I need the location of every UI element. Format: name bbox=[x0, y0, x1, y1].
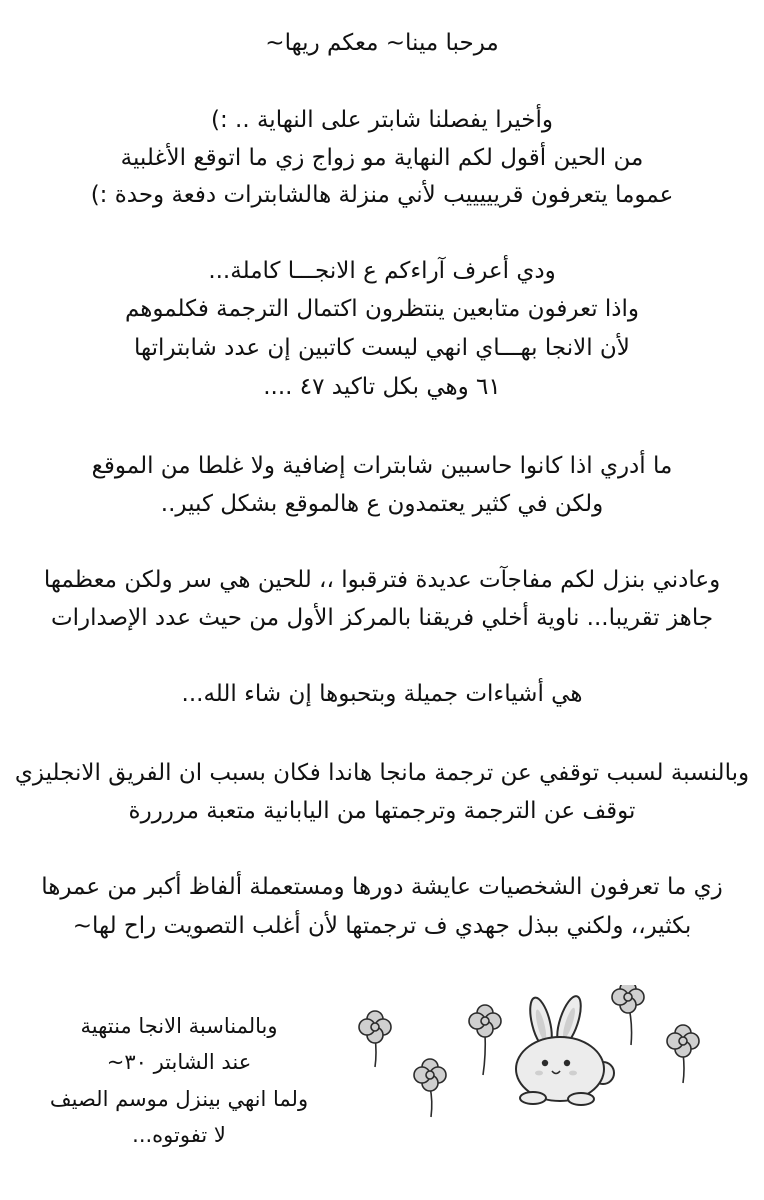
text-line: عموما يتعرفون قريييييب لأني منزلة هالشابترات دفعة وحدة :) bbox=[90, 182, 674, 208]
text-line: من الحين أقول لكم النهاية مو زواج زي ما اتوقع الأغلبية bbox=[120, 145, 644, 171]
bunny-icon bbox=[516, 993, 614, 1105]
closing-line: لا تفوتوه... bbox=[132, 1123, 226, 1147]
clover-icon bbox=[612, 985, 644, 1013]
clover-icon bbox=[414, 1059, 446, 1091]
clover-icon bbox=[667, 1025, 699, 1057]
text-line: زي ما تعرفون الشخصيات عايشة دورها ومستعملة ألفاظ أكبر من عمرها bbox=[41, 874, 723, 900]
closing-line: عند الشابتر ٣٠~ bbox=[106, 1050, 252, 1074]
closing-line: وبالمناسبة الانجا منتهية bbox=[80, 1014, 278, 1038]
clover-icon bbox=[359, 1011, 391, 1043]
text-line: وأخيرا يفصلنا شابتر على النهاية .. :) bbox=[211, 107, 553, 133]
bunny-clover-illustration bbox=[345, 985, 725, 1135]
text-line: بكثير،، ولكني ببذل جهدي ف ترجمتها لأن أغلب التصويت راح لها~ bbox=[72, 913, 692, 939]
text-line: واذا تعرفون متابعين ينتظرون اكتمال الترجمة فكلموهم bbox=[124, 296, 640, 322]
text-line: ٦١ وهي بكل تاكيد ٤٧ .... bbox=[263, 374, 501, 400]
closing-line: ولما انهي بينزل موسم الصيف bbox=[49, 1087, 309, 1111]
greeting-line: مرحبا مينا~ معكم ريها~ bbox=[265, 30, 499, 56]
text-line: ما أدري اذا كانوا حاسبين شابترات إضافية ولا غلطا من الموقع bbox=[91, 453, 673, 479]
text-line: هي أشياءات جميلة وبتحبوها إن شاء الله... bbox=[181, 681, 583, 707]
clover-icon bbox=[469, 1005, 501, 1037]
text-line: جاهز تقريبا... ناوية أخلي فريقنا بالمركز الأول من حيث عدد الإصدارات bbox=[50, 605, 714, 631]
text-line: ولكن في كثير يعتمدون ع هالموقع بشكل كبير.. bbox=[160, 491, 604, 517]
text-line: ودي أعرف آراءكم ع الانجـــا كاملة... bbox=[208, 258, 556, 284]
text-line: وبالنسبة لسبب توقفي عن ترجمة مانجا هاندا فكان بسبب ان الفريق الانجليزي bbox=[14, 760, 750, 786]
text-line: لأن الانجا بهـــاي انهي ليست كاتبين إن عدد شابتراتها bbox=[134, 335, 630, 361]
text-line: وعادني بنزل لكم مفاجآت عديدة فترقبوا ،، للحين هي سر ولكن معظمها bbox=[43, 567, 721, 593]
text-line: توقف عن الترجمة وترجمتها من اليابانية متعبة مررررة bbox=[128, 798, 636, 824]
